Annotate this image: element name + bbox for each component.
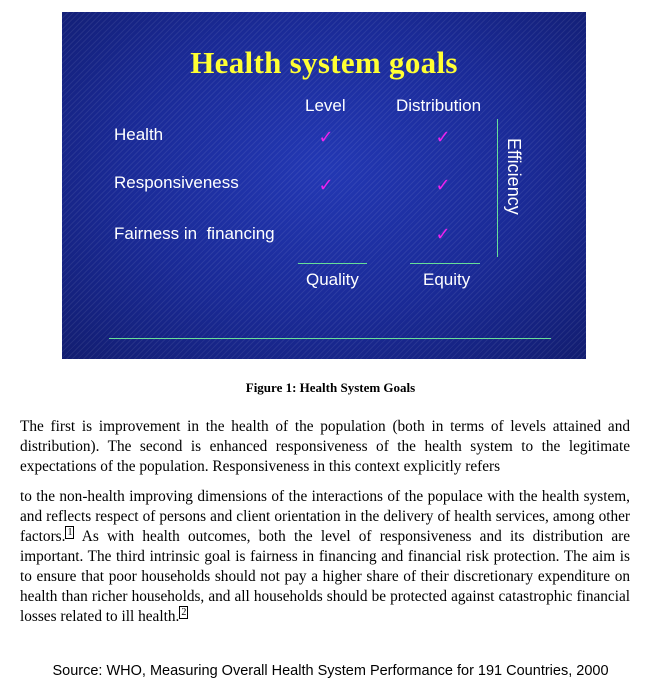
paragraph-1: The first is improvement in the health of the population (both in terms of levels attained and distribution). The second is enhanced responsiveness of the health system to the legitimate expectations of the population. Responsiveness in this context explicitly refers: [20, 418, 630, 475]
source-citation: Source: WHO, Measuring Overall Health System Performance for 191 Countries, 2000: [52, 663, 609, 679]
check-icon: ✓: [435, 127, 451, 148]
column-header-distribution: Distribution: [396, 96, 482, 115]
paragraph-2-part-2: As with health outcomes, both the level of responsiveness and its distribution are important. The third intrinsic goal is fairness in financing and financial risk protection. The aim is to ensure that poor households should not pay a higher share of their discretionary expenditure on health than richer households, and all households should be protected against catastrophic financial losses related to ill health.: [20, 528, 630, 625]
row-label-health: Health: [114, 125, 164, 144]
row-label-fairness-in-financing: Fairness in financing: [114, 224, 275, 243]
slide-bottom-rule: [109, 338, 551, 339]
footnote-2-link[interactable]: 2: [181, 606, 187, 618]
check-icon: ✓: [435, 224, 451, 245]
efficiency-label: Efficiency: [504, 138, 524, 215]
check-icon: ✓: [435, 175, 451, 196]
equity-label: Equity: [423, 270, 471, 289]
figure-caption: Figure 1: Health System Goals: [245, 380, 416, 395]
check-icon: ✓: [318, 127, 334, 148]
slide-title: Health system goals: [190, 45, 458, 80]
paragraph-2: [20, 487, 630, 627]
equity-rule: [410, 263, 480, 264]
quality-rule: [298, 263, 367, 264]
paragraph-2-part-1: to the non-health improving dimensions of the interactions of the populace with the health system, and reflects respect of persons and client orientation in the delivery of health services, among other factors.: [20, 488, 630, 545]
footnote-1-link[interactable]: 1: [67, 526, 73, 538]
check-icon: ✓: [318, 175, 334, 196]
efficiency-bracket-line: [497, 119, 498, 257]
column-header-level: Level: [305, 96, 346, 115]
row-label-responsiveness: Responsiveness: [114, 173, 239, 192]
quality-label: Quality: [306, 270, 359, 289]
health-system-goals-slide: [62, 12, 586, 359]
